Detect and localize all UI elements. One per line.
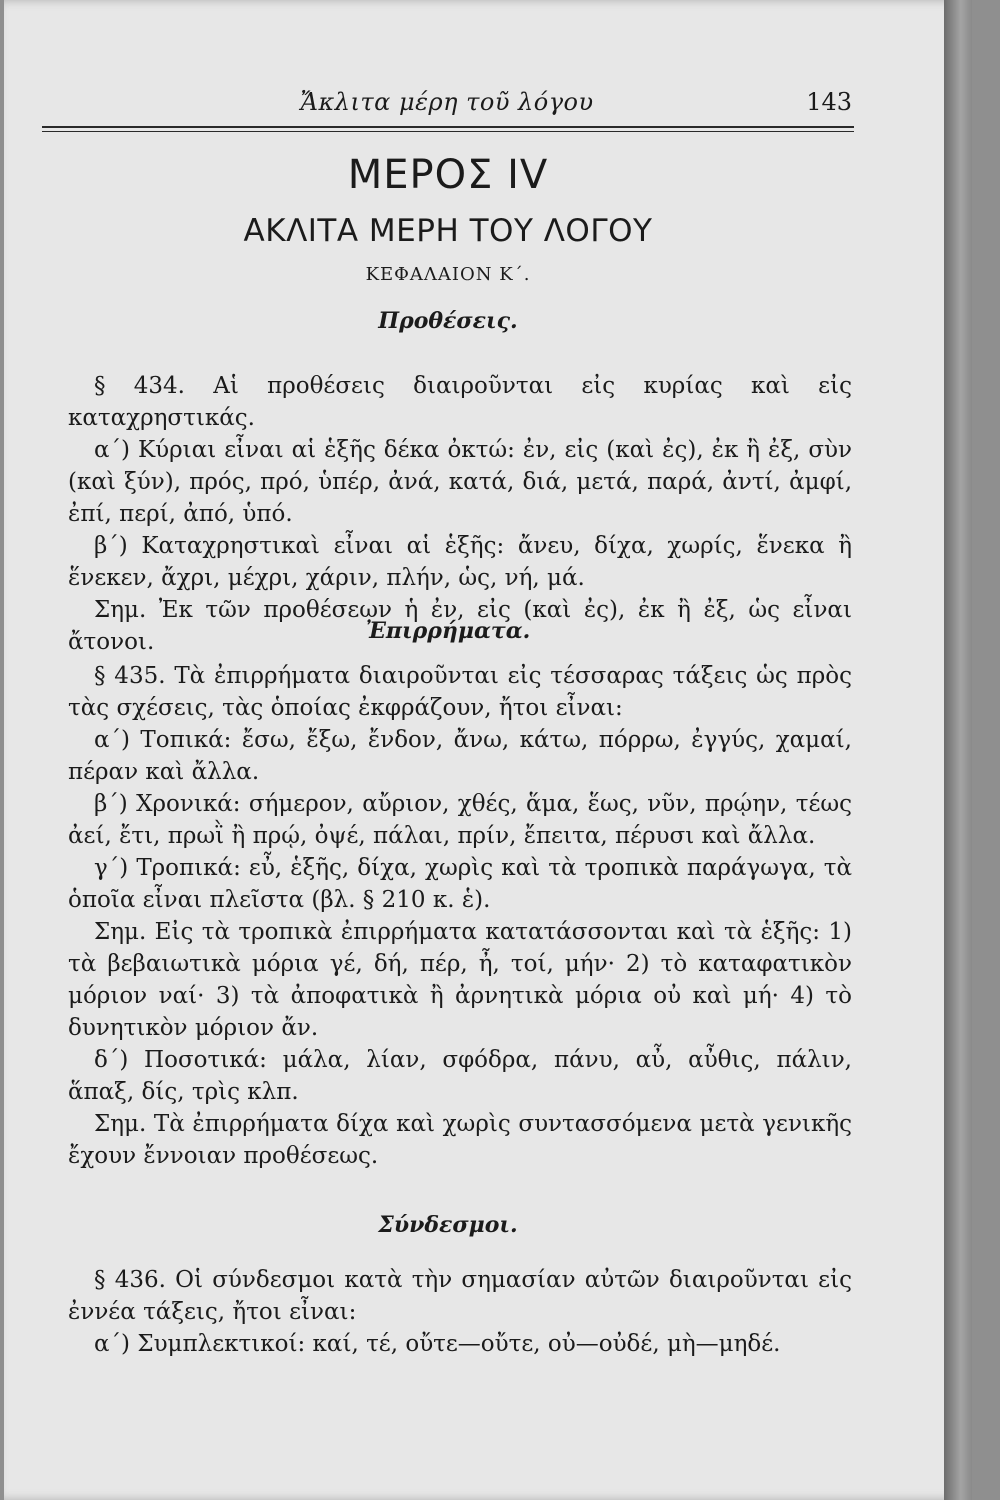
page-edge-shadow bbox=[944, 0, 972, 1500]
book-page bbox=[4, 0, 972, 1500]
part-subtitle: ΑΚΛΙΤΑ ΜΕΡΗ ΤΟΥ ΛΟΓΟΥ bbox=[243, 213, 653, 249]
paragraph: Σημ. Εἰς τὰ τροπικὰ ἐπιρρήματα κατατάσσονται καὶ τὰ ἑξῆς: 1) τὰ βεβαιωτικὰ μόρια γέ, δή, πέρ, ἦ, τοί, μήν· 2) τὸ καταφατικὸν μόριον ναί· 3) τὰ ἀποφατικὰ ἢ ἀρνητικὰ μόρια οὐ καὶ μή· 4) τὸ δυνητικὸν μόριον ἄν. bbox=[68, 919, 852, 1041]
paragraph: α΄) Κύριαι εἶναι αἱ ἑξῆς δέκα ὀκτώ: ἐν, εἰς (καὶ ἐς), ἐκ ἢ ἐξ, σὺν (καὶ ξύν), πρός, πρό, ὑπέρ, ἀνά, κατά, διά, μετά, παρά, ἀντί, ἀμφί, ἐπί, περί, ἀπό, ὑπό. bbox=[68, 437, 852, 527]
header-rule-thin bbox=[42, 131, 854, 132]
section-body-prepositions bbox=[68, 370, 852, 658]
header-rule-thick bbox=[42, 126, 854, 128]
paragraph: α΄) Συμπλεκτικοί: καί, τέ, οὔτε—οὔτε, οὐ—οὐδέ, μὴ—μηδέ. bbox=[94, 1331, 781, 1357]
running-head bbox=[42, 88, 852, 124]
section-heading-adverbs: Ἐπιρρήματα. bbox=[365, 618, 531, 644]
part-title: ΜΕΡΟΣ IV bbox=[347, 152, 549, 198]
paragraph: Σημ. Ἐκ τῶν προθέσεων ἡ ἐν, εἰς (καὶ ἐς), ἐκ ἢ ἐξ, ὡς εἶναι ἄτονοι. bbox=[68, 597, 852, 655]
paragraph: § 435. Τὰ ἐπιρρήματα διαιροῦνται εἰς τέσσαρας τάξεις ὡς πρὸς τὰς σχέσεις, τὰς ὁποίας ἐκφράζουν, ἤτοι εἶναι: bbox=[68, 663, 852, 721]
section-heading-conjunctions: Σύνδεσμοι. bbox=[378, 1212, 518, 1238]
paragraph: β΄) Χρονικά: σήμερον, αὔριον, χθές, ἅμα, ἕως, νῦν, πρῴην, τέως ἀεί, ἔτι, πρωῒ ἢ πρῴ, ὀψέ, πάλαι, πρίν, ἔπειτα, πέρυσι καὶ ἄλλα. bbox=[68, 791, 852, 849]
paragraph: Σημ. Τὰ ἐπιρρήματα δίχα καὶ χωρὶς συντασσόμενα μετὰ γενικῆς ἔχουν ἔννοιαν προθέσεως. bbox=[68, 1111, 852, 1169]
page-number: 143 bbox=[806, 88, 852, 116]
paragraph: § 436. Οἱ σύνδεσμοι κατὰ τὴν σημασίαν αὐτῶν διαιροῦνται εἰς ἐννέα τάξεις, ἤτοι εἶναι: bbox=[68, 1267, 852, 1325]
paragraph: γ΄) Τροπικά: εὖ, ἑξῆς, δίχα, χωρὶς καὶ τὰ τροπικὰ παράγωγα, τὰ ὁποῖα εἶναι πλεῖστα (βλ. § 210 κ. ἑ). bbox=[68, 855, 852, 913]
paragraph: δ΄) Ποσοτικά: μάλα, λίαν, σφόδρα, πάνυ, αὖ, αὖθις, πάλιν, ἅπαξ, δίς, τρὶς κλπ. bbox=[68, 1047, 852, 1105]
section-body-conjunctions bbox=[68, 1264, 852, 1360]
paragraph: α΄) Τοπικά: ἔσω, ἔξω, ἔνδον, ἄνω, κάτω, πόρρω, ἐγγύς, χαμαί, πέραν καὶ ἄλλα. bbox=[68, 727, 852, 785]
section-heading-prepositions: Προθέσεις. bbox=[378, 308, 518, 334]
paragraph: § 434. Αἱ προθέσεις διαιροῦνται εἰς κυρίας καὶ εἰς καταχρηστικάς. bbox=[68, 373, 852, 431]
chapter-title: ΚΕΦΑΛΑΙΟΝ Κ΄. bbox=[365, 264, 531, 285]
section-body-adverbs bbox=[68, 660, 852, 1172]
paragraph: β΄) Καταχρηστικαὶ εἶναι αἱ ἑξῆς: ἄνευ, δίχα, χωρίς, ἕνεκα ἢ ἕνεκεν, ἄχρι, μέχρι, χάριν, πλήν, ὡς, νή, μά. bbox=[68, 533, 852, 591]
running-title: Ἄκλιτα μέρη τοῦ λόγου bbox=[300, 88, 594, 116]
